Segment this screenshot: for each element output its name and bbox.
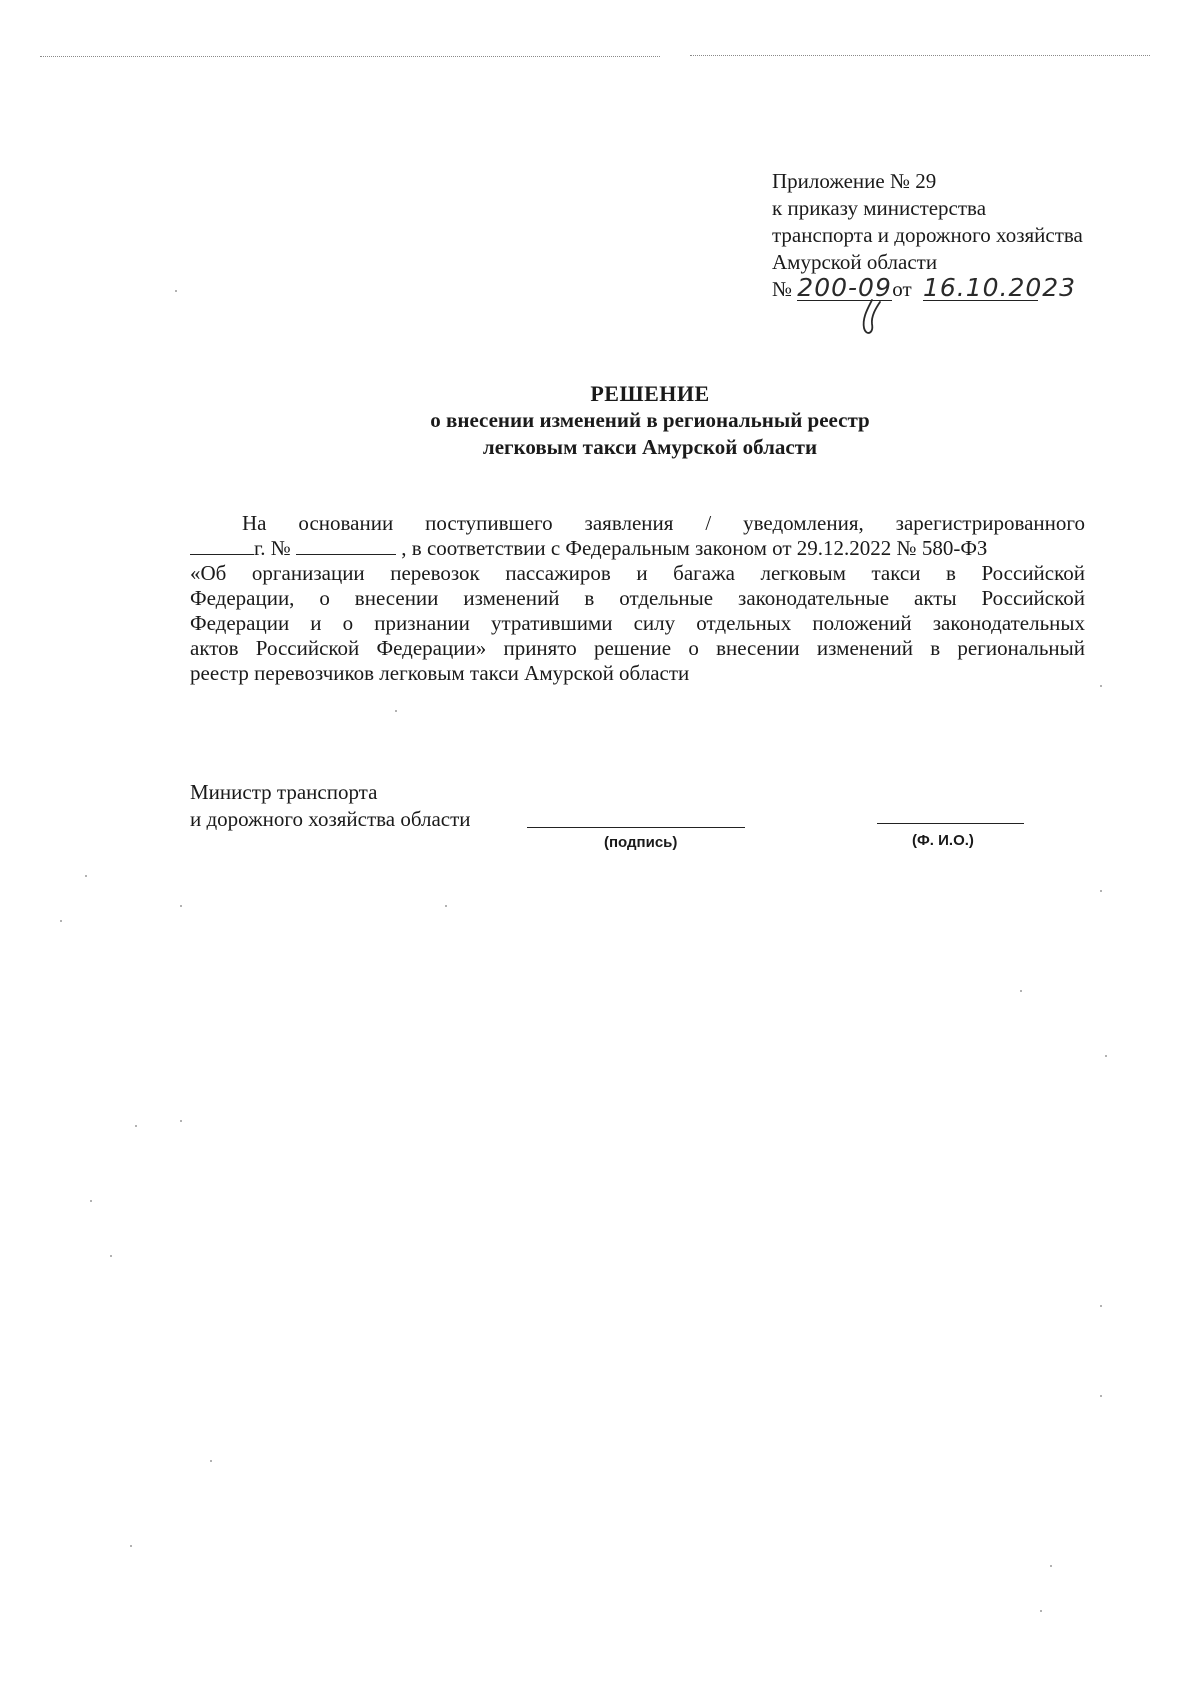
scan-artifact-dot xyxy=(1105,1055,1107,1057)
body-line xyxy=(190,511,1085,536)
signature-caption: (подпись) xyxy=(604,834,678,851)
body-line: Федерации, о внесении изменений в отдельные законодательные акты Российской xyxy=(190,586,1085,610)
scan-artifact-dot xyxy=(1100,1395,1102,1397)
signature-line xyxy=(527,827,745,828)
order-number-prefix: № xyxy=(772,277,793,301)
scan-artifact-dot xyxy=(210,1460,212,1462)
blank-year-field xyxy=(190,538,254,555)
scan-artifact-dot xyxy=(85,875,87,877)
scan-artifact-line xyxy=(690,55,1150,56)
scan-artifact-dot xyxy=(1100,1305,1102,1307)
body-line xyxy=(190,536,1085,561)
annex-ministry: транспорта и дорожного хозяйства xyxy=(772,223,1083,247)
minister-title-line1: Министр транспорта xyxy=(190,780,378,804)
body-line: актов Российской Федерации» принято решение о внесении изменений в региональный xyxy=(190,636,1085,660)
scan-artifact-dot xyxy=(1100,890,1102,892)
name-caption: (Ф. И.О.) xyxy=(912,832,974,849)
annex-order-ref: к приказу министерства xyxy=(772,196,987,220)
document-title xyxy=(300,380,1000,461)
minister-title xyxy=(190,779,471,833)
title-subtitle-line2: легковым такси Амурской области xyxy=(482,435,818,459)
order-number-date xyxy=(772,273,1172,303)
body-line-text: На основании поступившего заявления / уведомления, зарегистрированного xyxy=(242,511,1085,535)
minister-title-line2: и дорожного хозяйства области xyxy=(190,807,471,831)
scan-artifact-dot xyxy=(60,920,62,922)
scan-artifact-dot xyxy=(180,1120,182,1122)
order-number-handwritten: 200-09 xyxy=(797,273,892,302)
scan-artifact-dot xyxy=(395,710,397,712)
scan-artifact-dot xyxy=(1050,1565,1052,1567)
annex-region: Амурской области xyxy=(772,250,938,274)
body-line-text: г. № xyxy=(254,536,291,560)
handwritten-stroke-icon xyxy=(858,298,888,338)
scan-artifact-dot xyxy=(1040,1610,1042,1612)
title-subtitle-line1: о внесении изменений в региональный реестр xyxy=(430,408,870,432)
body-paragraph xyxy=(190,511,1085,686)
scan-artifact-dot xyxy=(1100,685,1102,687)
blank-number-field xyxy=(296,538,396,555)
annex-header xyxy=(772,168,1172,303)
order-date-handwritten: 16.10.2023 xyxy=(922,273,1077,302)
scan-artifact-line xyxy=(40,56,660,57)
scan-artifact-dot xyxy=(110,1255,112,1257)
body-line: реестр перевозчиков легковым такси Амурской области xyxy=(190,661,690,685)
scan-artifact-dot xyxy=(180,905,182,907)
scan-artifact-dot xyxy=(175,290,177,292)
body-line: Федерации и о признании утратившими силу отдельных положений законодательных xyxy=(190,611,1085,635)
scan-artifact-dot xyxy=(90,1200,92,1202)
body-line-text: , в соответствии с Федеральным законом от 29.12.2022 № 580-ФЗ xyxy=(401,536,988,560)
title-main: РЕШЕНИЕ xyxy=(590,381,710,406)
scan-artifact-dot xyxy=(1020,990,1022,992)
annex-number: Приложение № 29 xyxy=(772,169,937,193)
scan-artifact-dot xyxy=(130,1545,132,1547)
order-date-prefix: от xyxy=(892,277,912,301)
name-line xyxy=(877,823,1024,824)
scan-artifact-dot xyxy=(135,1125,137,1127)
body-line: «Об организации перевозок пассажиров и багажа легковым такси в Российской xyxy=(190,561,1085,585)
scan-artifact-dot xyxy=(445,905,447,907)
